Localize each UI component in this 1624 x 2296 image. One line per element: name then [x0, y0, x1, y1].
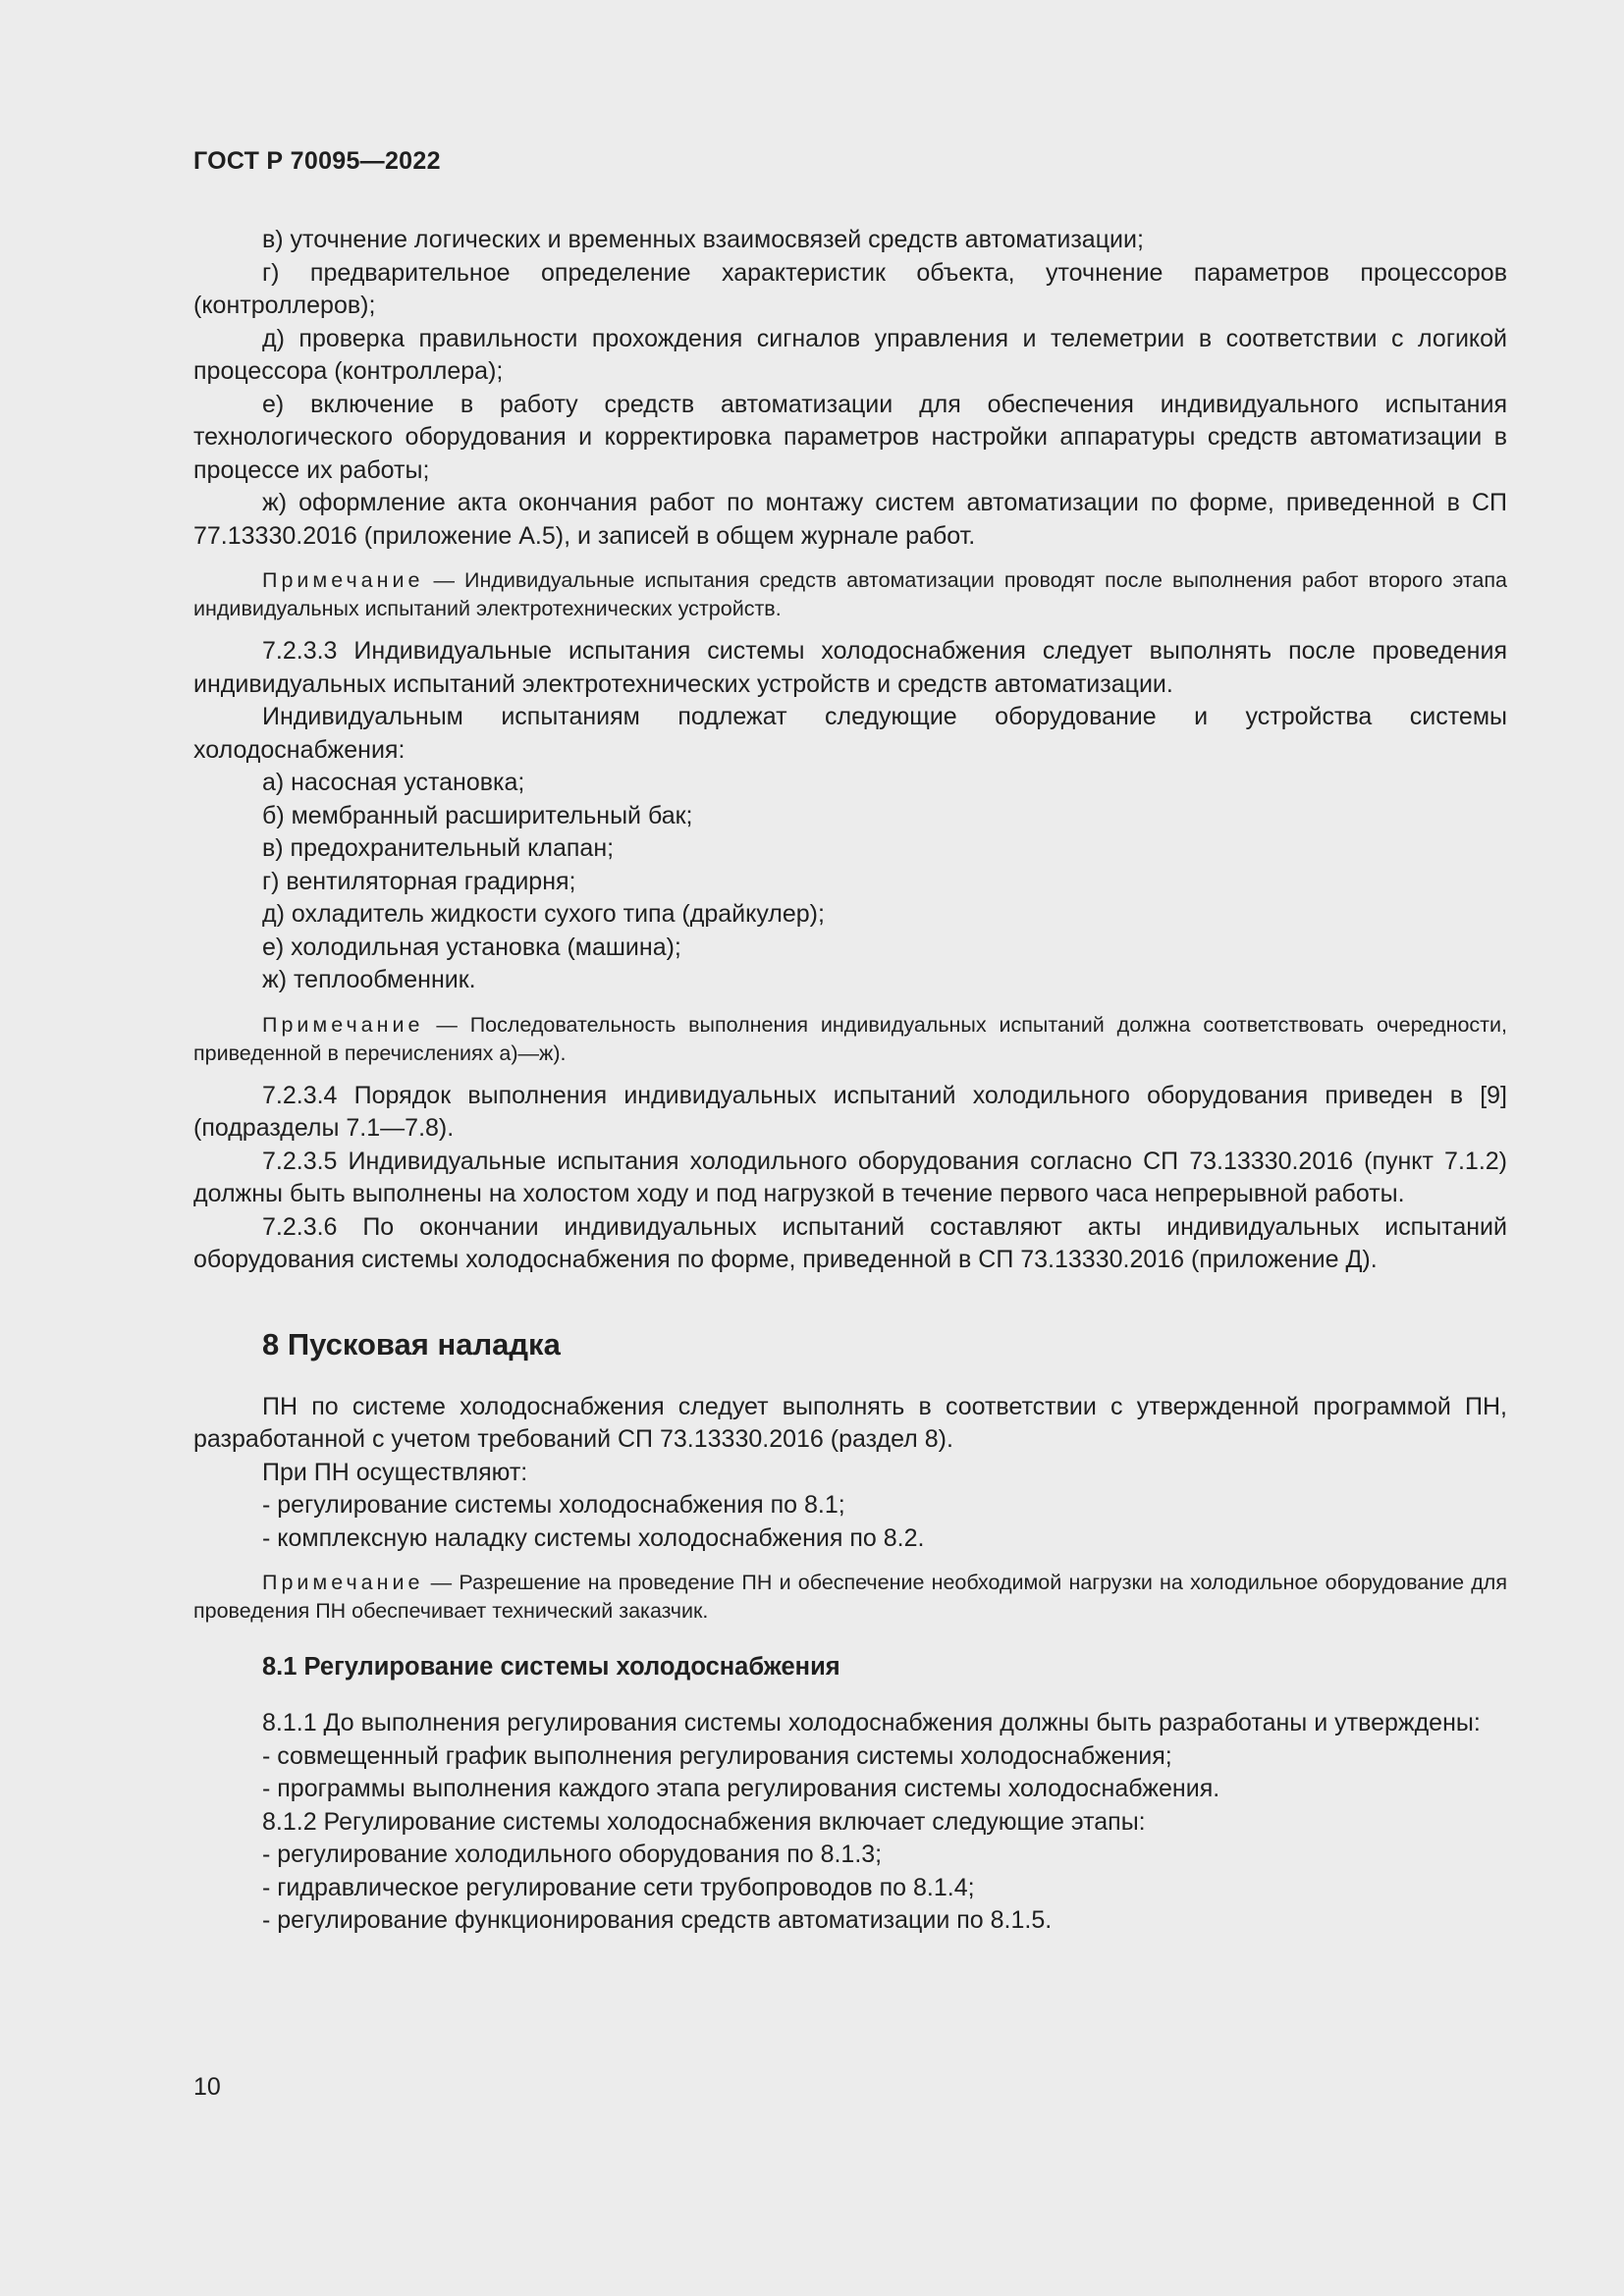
list-item: При ПН осуществляют:	[262, 1458, 528, 1486]
paragraph: 7.2.3.3 Индивидуальные испытания системы холодоснабжения следует выполнять после проведения индивидуальных испытаний электротехнических устройств и средств автоматизации.	[193, 637, 1507, 698]
page-number: 10	[193, 2073, 221, 2101]
list-item: - регулирование системы холодоснабжения по 8.1;	[262, 1491, 845, 1519]
document-code-header: ГОСТ Р 70095—2022	[193, 147, 441, 175]
paragraph: г) предварительное определение характеристик объекта, уточнение параметров процессоров (контроллеров);	[193, 258, 1507, 319]
note-label: Примечание	[262, 1571, 424, 1594]
paragraph: в) уточнение логических и временных взаимосвязей средств автоматизации;	[262, 226, 1144, 253]
note-text: — Последовательность выполнения индивидуальных испытаний должна соответствовать очередности, приведенной в перечислениях а)—ж).	[193, 1012, 1507, 1065]
list-item: - совмещенный график выполнения регулирования системы холодоснабжения;	[262, 1741, 1172, 1770]
note-paragraph	[193, 1569, 1507, 1626]
note-paragraph	[193, 566, 1507, 623]
note-label: Примечание	[262, 1012, 424, 1037]
section-heading: 8 Пусковая наладка	[262, 1326, 561, 1362]
paragraph: 8.1.1 До выполнения регулирования системы холодоснабжения должны быть разработаны и утверждены:	[262, 1709, 1481, 1736]
paragraph: ж) оформление акта окончания работ по монтажу систем автоматизации по форме, приведенной в СП 77.13330.2016 (приложение А.5), и записей в общем журнале работ.	[193, 489, 1507, 550]
list-item: б) мембранный расширительный бак;	[262, 801, 693, 829]
document-body	[193, 224, 1507, 1938]
list-item: д) охладитель жидкости сухого типа (драйкулер);	[262, 900, 825, 928]
paragraph: 7.2.3.4 Порядок выполнения индивидуальных испытаний холодильного оборудования приведен в [9] (подразделы 7.1—7.8).	[193, 1081, 1507, 1142]
subsection-heading: 8.1 Регулирование системы холодоснабжения	[262, 1653, 840, 1681]
paragraph: ПН по системе холодоснабжения следует выполнять в соответствии с утвержденной программой ПН, разработанной с учетом требований СП 73.13330.2016 (раздел 8).	[193, 1392, 1507, 1453]
list-item: ж) теплообменник.	[262, 966, 476, 993]
note-label: Примечание	[262, 568, 424, 592]
list-item: - комплексную наладку системы холодоснабжения по 8.2.	[262, 1523, 925, 1552]
note-text: — Разрешение на проведение ПН и обеспечение необходимой нагрузки на холодильное оборудование для проведения ПН обеспечивает технический заказчик.	[193, 1571, 1507, 1623]
paragraph: 7.2.3.6 По окончании индивидуальных испытаний составляют акты индивидуальных испытаний оборудования системы холодоснабжения по форме, приведенной в СП 73.13330.2016 (приложение Д).	[193, 1212, 1507, 1273]
list-item: е) холодильная установка (машина);	[262, 933, 681, 961]
list-item: - регулирование функционирования средств автоматизации по 8.1.5.	[262, 1906, 1053, 1934]
paragraph: е) включение в работу средств автоматизации для обеспечения индивидуального испытания технологического оборудования и корректировка параметров настройки аппаратуры средств автоматизации в процессе их работы;	[193, 390, 1507, 484]
list-item: 8.1.2 Регулирование системы холодоснабжения включает следующие этапы:	[262, 1807, 1146, 1836]
note-paragraph	[193, 1011, 1507, 1068]
list-item: г) вентиляторная градирня;	[262, 867, 576, 895]
list-item: - гидравлическое регулирование сети трубопроводов по 8.1.4;	[262, 1873, 975, 1901]
list-item: - регулирование холодильного оборудования по 8.1.3;	[262, 1841, 883, 1868]
list-item: - программы выполнения каждого этапа регулирования системы холодоснабжения.	[262, 1775, 1220, 1802]
paragraph: д) проверка правильности прохождения сигналов управления и телеметрии в соответствии с логикой процессора (контроллера);	[193, 324, 1507, 385]
note-text: — Индивидуальные испытания средств автоматизации проводят после выполнения работ второго этапа индивидуальных испытаний электротехнических устройств.	[193, 568, 1507, 620]
list-item: в) предохранительный клапан;	[262, 834, 615, 862]
paragraph: Индивидуальным испытаниям подлежат следующие оборудование и устройства системы холодоснабжения:	[193, 703, 1507, 764]
list-item: а) насосная установка;	[262, 769, 525, 796]
paragraph: 7.2.3.5 Индивидуальные испытания холодильного оборудования согласно СП 73.13330.2016 (пункт 7.1.2) должны быть выполнены на холостом ходу и под нагрузкой в течение первого часа непрерывной работы.	[193, 1147, 1507, 1207]
